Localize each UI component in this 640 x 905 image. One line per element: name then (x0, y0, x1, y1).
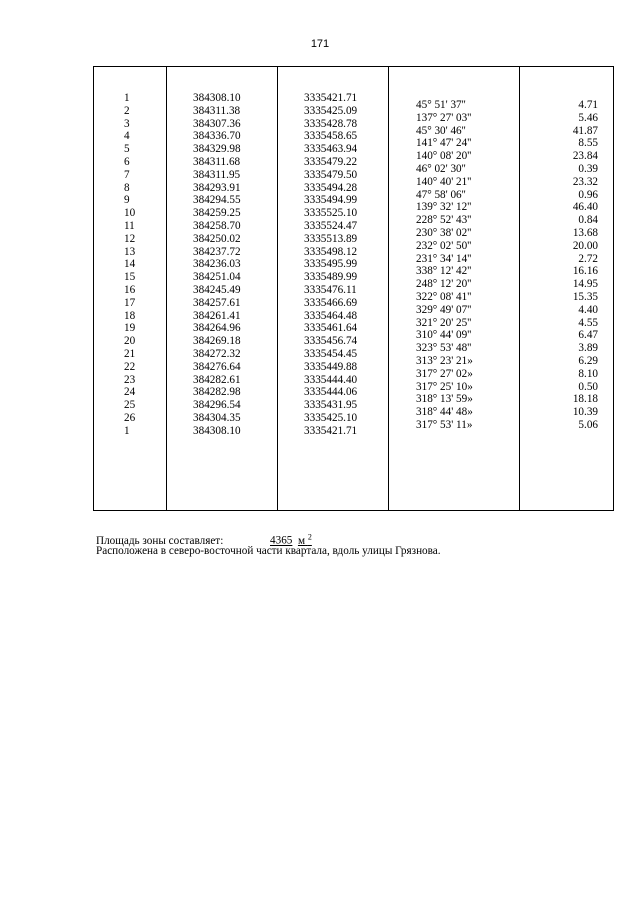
list-item: 3 (124, 117, 130, 130)
list-item: 1 (124, 424, 130, 437)
list-item: 317° 27' 02» (416, 367, 473, 380)
list-item: 384259.25 (193, 207, 241, 220)
area-unit-power: 2 (307, 532, 312, 541)
list-item: 3.89 (578, 342, 598, 355)
point-number-list (94, 67, 166, 438)
list-item: 1 (124, 92, 130, 104)
list-item: 321° 20' 25'' (416, 316, 472, 329)
table-row (94, 67, 614, 511)
list-item: 4 (124, 130, 130, 143)
list-item: 20 (124, 335, 136, 348)
list-item: 3335489.99 (304, 271, 358, 284)
list-item: 2.72 (578, 252, 598, 265)
x-coordinate-list (167, 67, 277, 438)
area-unit-text: м (297, 534, 306, 547)
list-item: 232° 02' 50'' (416, 239, 472, 252)
distance-list (520, 67, 613, 432)
list-item: 384264.96 (193, 322, 241, 335)
list-item: 18.18 (572, 393, 598, 406)
list-item: 0.96 (578, 188, 598, 201)
list-item: 5.46 (578, 111, 598, 124)
list-item: 310° 44' 09'' (416, 329, 472, 342)
list-item: 3335421.71 (304, 424, 358, 437)
list-item: 5 (124, 143, 130, 156)
list-item: 14 (124, 258, 136, 271)
area-label: Площадь зоны составляет: (96, 534, 224, 547)
list-item: 2 (124, 104, 130, 117)
list-item: 23 (124, 373, 136, 386)
list-item: 384237.72 (193, 245, 241, 258)
list-item: 13.68 (572, 226, 598, 239)
list-item: 0.39 (578, 162, 598, 175)
list-item: 3335444.06 (304, 386, 358, 399)
list-item: 7 (124, 168, 130, 181)
list-item: 3335513.89 (304, 232, 358, 245)
list-item: 141° 47' 24'' (416, 137, 472, 150)
list-item: 329° 49' 07'' (416, 303, 472, 316)
list-item: 137° 27' 03'' (416, 111, 472, 124)
list-item: 3335494.28 (304, 181, 358, 194)
list-item: 23.84 (572, 150, 598, 163)
list-item: 5.06 (578, 418, 598, 431)
list-item: 12 (124, 232, 136, 245)
distance-column (520, 67, 614, 511)
list-item: 3335449.88 (304, 360, 358, 373)
list-item: 140° 40' 21'' (416, 175, 472, 188)
area-line (96, 530, 441, 545)
list-item: 15.35 (572, 290, 598, 303)
list-item: 3335456.74 (304, 335, 358, 348)
list-item: 8.55 (578, 137, 598, 150)
list-item: 4.55 (578, 316, 598, 329)
list-item: 3335458.65 (304, 130, 358, 143)
list-item: 3335454.45 (304, 347, 358, 360)
list-item: 3335525.10 (304, 207, 358, 220)
list-item: 20.00 (572, 239, 598, 252)
list-item: 384276.64 (193, 360, 241, 373)
list-item: 3335461.64 (304, 322, 358, 335)
list-item: 13 (124, 245, 136, 258)
list-item: 10.39 (572, 406, 598, 419)
list-item: 384329.98 (193, 143, 241, 156)
list-item: 338° 12' 42'' (416, 265, 472, 278)
list-item: 322° 08' 41'' (416, 290, 472, 303)
list-item: 318° 13' 59» (416, 393, 473, 406)
list-item: 17 (124, 296, 136, 309)
list-item: 45° 51' 37'' (416, 99, 466, 111)
list-item: 46.40 (572, 201, 598, 214)
list-item: 3335425.10 (304, 411, 358, 424)
list-item: 6.47 (578, 329, 598, 342)
list-item: 3335524.47 (304, 219, 358, 232)
list-item: 384311.68 (193, 155, 241, 168)
list-item: 3335463.94 (304, 143, 358, 156)
list-item: 317° 53' 11» (416, 418, 473, 431)
list-item: 3335498.12 (304, 245, 358, 258)
list-item: 6.29 (578, 354, 598, 367)
list-item: 139° 32' 12'' (416, 201, 472, 214)
list-item: 18 (124, 309, 136, 322)
list-item: 140° 08' 20'' (416, 150, 472, 163)
area-unit (297, 532, 312, 547)
list-item: 3335495.99 (304, 258, 358, 271)
list-item: 3335421.71 (304, 92, 358, 104)
list-item: 16.16 (572, 265, 598, 278)
list-item: 41.87 (572, 124, 598, 137)
list-item: 24 (124, 386, 136, 399)
list-item: 384261.41 (193, 309, 241, 322)
list-item: 384308.10 (193, 92, 241, 104)
list-item: 23.32 (572, 175, 598, 188)
list-item: 384272.32 (193, 347, 241, 360)
area-value: 4365 (270, 534, 293, 547)
list-item: 25 (124, 399, 136, 412)
list-item: 3335431.95 (304, 399, 358, 412)
list-item: 384282.98 (193, 386, 241, 399)
list-item: 26 (124, 411, 136, 424)
list-item: 46° 02' 30'' (416, 162, 466, 175)
location-text: Расположена в северо-восточной части квартала, вдоль улицы Грязнова. (96, 545, 441, 557)
list-item: 14.95 (572, 278, 598, 291)
list-item: 3335428.78 (304, 117, 358, 130)
coordinates-table (93, 66, 614, 511)
list-item: 384236.03 (193, 258, 241, 271)
list-item: 3335479.22 (304, 155, 358, 168)
list-item: 8 (124, 181, 130, 194)
list-item: 384245.49 (193, 283, 241, 296)
list-item: 323° 53' 48'' (416, 342, 472, 355)
list-item: 384311.38 (193, 104, 241, 117)
list-item: 4.71 (578, 99, 598, 111)
list-item: 228° 52' 43'' (416, 214, 472, 227)
list-item: 4.40 (578, 303, 598, 316)
list-item: 3335466.69 (304, 296, 358, 309)
list-item: 384282.61 (193, 373, 241, 386)
list-item: 384307.36 (193, 117, 241, 130)
list-item: 8.10 (578, 367, 598, 380)
list-item: 384251.04 (193, 271, 241, 284)
list-item: 9 (124, 194, 130, 207)
list-item: 21 (124, 347, 136, 360)
y-coordinate-column (278, 67, 389, 511)
list-item: 3335494.99 (304, 194, 358, 207)
list-item: 384336.70 (193, 130, 241, 143)
list-item: 384311.95 (193, 168, 241, 181)
list-item: 248° 12' 20'' (416, 278, 472, 291)
list-item: 3335425.09 (304, 104, 358, 117)
list-item: 313° 23' 21» (416, 354, 473, 367)
direction-angle-column (389, 67, 520, 511)
list-item: 0.84 (578, 214, 598, 227)
list-item: 317° 25' 10» (416, 380, 473, 393)
list-item: 318° 44' 48» (416, 406, 473, 419)
list-item: 47° 58' 06'' (416, 188, 466, 201)
list-item: 16 (124, 283, 136, 296)
list-item: 3335476.11 (304, 283, 357, 296)
list-item: 384308.10 (193, 424, 241, 437)
list-item: 230° 38' 02'' (416, 226, 472, 239)
list-item: 3335479.50 (304, 168, 358, 181)
list-item: 19 (124, 322, 136, 335)
list-item: 22 (124, 360, 136, 373)
list-item: 384294.55 (193, 194, 241, 207)
list-item: 384250.02 (193, 232, 241, 245)
list-item: 11 (124, 219, 135, 232)
x-coordinate-column (167, 67, 278, 511)
list-item: 15 (124, 271, 136, 284)
y-coordinate-list (278, 67, 388, 438)
list-item: 384304.35 (193, 411, 241, 424)
list-item: 45° 30' 46'' (416, 124, 466, 137)
list-item: 3335464.48 (304, 309, 358, 322)
list-item: 3335444.40 (304, 373, 358, 386)
list-item: 384258.70 (193, 219, 241, 232)
list-item: 231° 34' 14'' (416, 252, 472, 265)
zone-summary (96, 530, 441, 558)
list-item: 0.50 (578, 380, 598, 393)
list-item: 384257.61 (193, 296, 241, 309)
list-item: 384269.18 (193, 335, 241, 348)
list-item: 10 (124, 207, 136, 220)
point-number-column (94, 67, 167, 511)
list-item: 384296.54 (193, 399, 241, 412)
direction-angle-list (389, 67, 519, 432)
list-item: 384293.91 (193, 181, 241, 194)
page-number: 171 (310, 38, 330, 50)
list-item: 6 (124, 155, 130, 168)
